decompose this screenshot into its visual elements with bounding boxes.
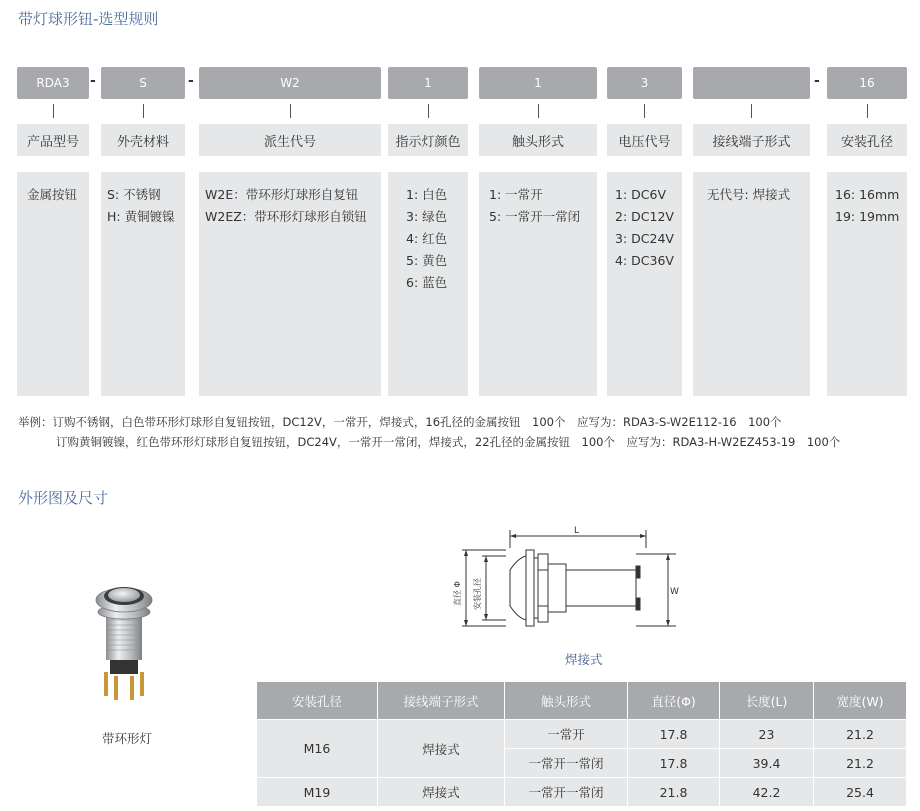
- connector-tick: [53, 104, 54, 118]
- option-item: 6: 蓝色: [406, 275, 448, 290]
- label-contact: 触头形式: [479, 124, 597, 156]
- label-hole: 安装孔径: [827, 124, 907, 156]
- product-image: [84, 572, 164, 712]
- switch-base: [110, 658, 138, 674]
- option-item: 金属按钮: [27, 187, 78, 202]
- cell-contact: 一常开一常闭: [505, 778, 628, 807]
- option-item: 1: 一常开: [489, 187, 543, 202]
- options-light-color: [388, 172, 468, 396]
- option-item: 4: 红色: [406, 231, 448, 246]
- option-item: H: 黄铜镀镍: [107, 209, 175, 224]
- drawing-housing: [566, 570, 636, 606]
- table-header: 触头形式: [505, 682, 628, 720]
- section-title-dimensions: 外形图及尺寸: [18, 489, 109, 507]
- drawing-bezel: [526, 550, 534, 626]
- connector-tick: [143, 104, 144, 118]
- table-header: 接线端子形式: [378, 682, 505, 720]
- cell-terminal: 焊接式: [378, 720, 505, 778]
- connector-tick: [290, 104, 291, 118]
- label-model: 产品型号: [17, 124, 89, 156]
- option-item: 1: 白色: [406, 187, 448, 202]
- label-light-color: 指示灯颜色: [388, 124, 468, 156]
- cell-width: 21.2: [814, 749, 907, 778]
- drawing-nut: [538, 554, 548, 622]
- cell-length: 42.2: [720, 778, 814, 807]
- table-header: 宽度(W): [814, 682, 907, 720]
- options-terminal: [693, 172, 810, 396]
- drawing-thread: [548, 564, 566, 612]
- option-item: W2EZ：带环形灯球形自锁钮: [205, 209, 367, 224]
- option-item: S: 不锈钢: [107, 187, 161, 202]
- drawing-caption: 焊接式: [565, 652, 603, 667]
- label-voltage: 电压代号: [607, 124, 682, 156]
- header-box-voltage: 3: [607, 67, 682, 99]
- cell-length: 39.4: [720, 749, 814, 778]
- cell-terminal: 焊接式: [378, 778, 505, 807]
- header-box-model: RDA3: [17, 67, 89, 99]
- page-title: 带灯球形钮-选型规则: [18, 10, 159, 28]
- separator: -: [814, 73, 820, 89]
- separator: -: [90, 73, 96, 89]
- drawing-cap: [510, 556, 526, 620]
- option-item: 19: 19mm: [835, 209, 900, 224]
- cell-contact: 一常开: [505, 720, 628, 749]
- cell-hole: M19: [257, 778, 378, 807]
- option-item: 5: 一常开一常闭: [489, 209, 581, 224]
- header-box-material: S: [101, 67, 185, 99]
- example-line-1: 举例：订购不锈钢，白色带环形灯球形自复钮按钮，DC12V，一常开，焊接式，16孔径的金属按钮 100个 应写为：RDA3-S-W2E112-16 100个: [18, 415, 782, 429]
- option-item: 5: 黄色: [406, 253, 448, 268]
- header-box-light-color: 1: [388, 67, 468, 99]
- cell-contact: 一常开一常闭: [505, 749, 628, 778]
- options-voltage: [607, 172, 682, 396]
- product-caption: 带环形灯: [102, 731, 153, 746]
- dim-label-L: L: [574, 526, 580, 536]
- example-line-2: 订购黄铜镀镍，红色带环形灯球形自复钮按钮，DC24V，一常开一常闭，焊接式，22孔径的金属按钮 100个 应写为：RDA3-H-W2EZ453-19 100个: [56, 435, 841, 449]
- option-item: 2: DC12V: [615, 209, 674, 224]
- option-item: 1: DC6V: [615, 187, 666, 202]
- table-row: [257, 720, 907, 749]
- connector-tick: [428, 104, 429, 118]
- cell-diameter: 17.8: [628, 749, 720, 778]
- connector-tick: [538, 104, 539, 118]
- connector-tick: [867, 104, 868, 118]
- options-model: [17, 172, 89, 396]
- options-hole: [827, 172, 907, 396]
- option-item: 3: 绿色: [406, 209, 448, 224]
- header-box-terminal: [693, 67, 810, 99]
- dim-label-hole: 安装孔径: [473, 578, 482, 610]
- connector-tick: [751, 104, 752, 118]
- header-box-hole: 16: [827, 67, 907, 99]
- option-item: 3: DC24V: [615, 231, 674, 246]
- dimension-table: [256, 681, 907, 807]
- cell-length: 23: [720, 720, 814, 749]
- table-header: 长度(L): [720, 682, 814, 720]
- options-derivative: [199, 172, 381, 396]
- cell-diameter: 17.8: [628, 720, 720, 749]
- dimension-drawing: [446, 526, 686, 638]
- options-contact: [479, 172, 597, 396]
- label-derivative: 派生代号: [199, 124, 381, 156]
- table-row: [257, 778, 907, 807]
- cell-width: 21.2: [814, 720, 907, 749]
- cell-width: 25.4: [814, 778, 907, 807]
- option-item: 16: 16mm: [835, 187, 900, 202]
- header-box-derivative: W2: [199, 67, 381, 99]
- table-header: 直径(Φ): [628, 682, 720, 720]
- label-material: 外壳材料: [101, 124, 185, 156]
- connector-tick: [644, 104, 645, 118]
- cell-diameter: 21.8: [628, 778, 720, 807]
- separator: -: [188, 73, 194, 89]
- dim-label-diameter: 直径 Φ: [453, 581, 462, 606]
- order-example: [18, 412, 840, 452]
- options-material: [101, 172, 185, 396]
- header-box-contact: 1: [479, 67, 597, 99]
- option-item: 无代号: 焊接式: [707, 187, 791, 202]
- option-item: 4: DC36V: [615, 253, 674, 268]
- label-terminal: 接线端子形式: [693, 124, 810, 156]
- option-item: W2E：带环形灯球形自复钮: [205, 187, 359, 202]
- cell-hole: M16: [257, 720, 378, 778]
- table-header: 安装孔径: [257, 682, 378, 720]
- dim-label-W: W: [670, 587, 679, 597]
